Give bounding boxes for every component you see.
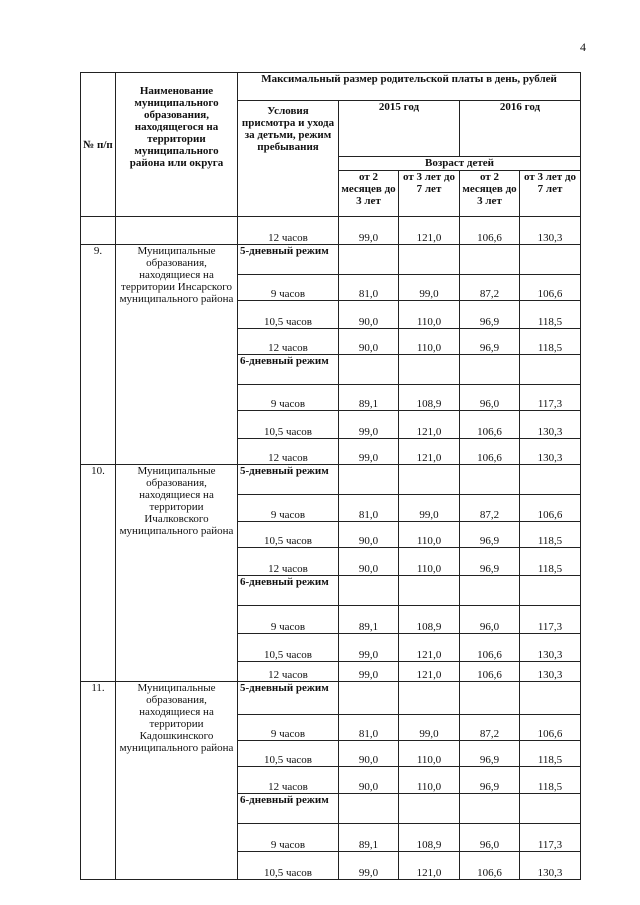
value-cell: 118,5 xyxy=(520,522,581,548)
value-cell: 96,9 xyxy=(460,522,520,548)
value-cell: 117,3 xyxy=(520,385,581,411)
empty-cell xyxy=(339,682,399,715)
empty-cell xyxy=(460,576,520,606)
value-cell: 90,0 xyxy=(339,741,399,767)
value-cell: 96,0 xyxy=(460,606,520,634)
condition-cell: 9 часов xyxy=(238,385,339,411)
mode-cell: 6-дневный режим xyxy=(238,794,339,824)
value-cell: 96,9 xyxy=(460,767,520,794)
empty-cell xyxy=(399,576,460,606)
condition-cell: 9 часов xyxy=(238,275,339,301)
value-cell: 110,0 xyxy=(399,329,460,355)
value-cell: 108,9 xyxy=(399,824,460,852)
mode-row xyxy=(81,245,581,275)
value-cell: 106,6 xyxy=(460,411,520,439)
condition-cell: 9 часов xyxy=(238,715,339,741)
empty-cell xyxy=(399,682,460,715)
age-col-1: от 2 месяцев до 3 лет xyxy=(339,171,399,217)
condition-cell: 12 часов xyxy=(238,217,339,245)
value-cell: 99,0 xyxy=(339,217,399,245)
value-cell: 89,1 xyxy=(339,606,399,634)
empty-cell xyxy=(460,682,520,715)
value-cell: 99,0 xyxy=(339,852,399,880)
value-cell: 96,0 xyxy=(460,385,520,411)
value-cell: 81,0 xyxy=(339,715,399,741)
value-cell: 130,3 xyxy=(520,852,581,880)
mode-cell: 5-дневный режим xyxy=(238,682,339,715)
empty-cell xyxy=(460,355,520,385)
value-cell: 99,0 xyxy=(399,715,460,741)
value-cell: 89,1 xyxy=(339,824,399,852)
value-cell: 89,1 xyxy=(339,385,399,411)
municipality-name: Муниципальные образования, находящиеся на территории Ичалковского муниципального района xyxy=(116,465,238,682)
value-cell: 110,0 xyxy=(399,548,460,576)
empty-cell xyxy=(339,794,399,824)
row-number: 9. xyxy=(81,245,116,465)
condition-cell: 12 часов xyxy=(238,767,339,794)
value-cell: 106,6 xyxy=(460,634,520,662)
value-cell: 87,2 xyxy=(460,715,520,741)
condition-cell: 10,5 часов xyxy=(238,634,339,662)
mode-cell: 5-дневный режим xyxy=(238,465,339,495)
condition-cell: 12 часов xyxy=(238,662,339,682)
value-cell: 108,9 xyxy=(399,606,460,634)
value-cell: 121,0 xyxy=(399,852,460,880)
empty-cell xyxy=(520,682,581,715)
value-cell: 96,9 xyxy=(460,741,520,767)
condition-cell: 9 часов xyxy=(238,606,339,634)
mode-cell: 6-дневный режим xyxy=(238,355,339,385)
age-col-4: от 3 лет до 7 лет xyxy=(520,171,581,217)
value-cell: 99,0 xyxy=(399,495,460,522)
age-col-3: от 2 месяцев до 3 лет xyxy=(460,171,520,217)
col-no-header: № п/п xyxy=(81,73,116,217)
value-cell: 108,9 xyxy=(399,385,460,411)
value-cell: 121,0 xyxy=(399,217,460,245)
value-cell: 118,5 xyxy=(520,548,581,576)
value-cell: 130,3 xyxy=(520,634,581,662)
value-cell: 81,0 xyxy=(339,275,399,301)
value-cell: 118,5 xyxy=(520,329,581,355)
empty-cell xyxy=(399,794,460,824)
empty-cell xyxy=(520,794,581,824)
value-cell: 96,9 xyxy=(460,301,520,329)
year-2015-header: 2015 год xyxy=(339,101,460,157)
row-number: 10. xyxy=(81,465,116,682)
value-cell: 110,0 xyxy=(399,301,460,329)
condition-cell: 10,5 часов xyxy=(238,411,339,439)
condition-cell: 9 часов xyxy=(238,824,339,852)
mode-row xyxy=(81,465,581,495)
value-cell: 106,6 xyxy=(460,662,520,682)
value-cell: 106,6 xyxy=(520,495,581,522)
value-cell: 106,6 xyxy=(520,275,581,301)
empty-cell xyxy=(520,576,581,606)
value-cell: 130,3 xyxy=(520,439,581,465)
value-cell: 90,0 xyxy=(339,767,399,794)
mode-row xyxy=(81,682,581,715)
value-cell: 106,6 xyxy=(460,217,520,245)
value-cell: 121,0 xyxy=(399,439,460,465)
value-cell: 130,3 xyxy=(520,411,581,439)
value-cell: 121,0 xyxy=(399,634,460,662)
value-cell: 110,0 xyxy=(399,767,460,794)
year-2016-header: 2016 год xyxy=(460,101,581,157)
municipality-name: Муниципальные образования, находящиеся на территории Инсарского муниципального района xyxy=(116,245,238,465)
condition-cell: 10,5 часов xyxy=(238,852,339,880)
value-cell: 110,0 xyxy=(399,741,460,767)
condition-cell: 12 часов xyxy=(238,548,339,576)
condition-cell: 9 часов xyxy=(238,495,339,522)
empty-cell xyxy=(460,245,520,275)
empty-cell xyxy=(339,245,399,275)
value-cell: 130,3 xyxy=(520,662,581,682)
value-cell: 121,0 xyxy=(399,411,460,439)
row-number: 11. xyxy=(81,682,116,880)
value-cell: 87,2 xyxy=(460,495,520,522)
age-header: Возраст детей xyxy=(339,157,581,171)
municipality-name: Муниципальные образования, находящиеся на территории Кадошкинского муниципального района xyxy=(116,682,238,880)
condition-cell: 12 часов xyxy=(238,329,339,355)
value-cell: 87,2 xyxy=(460,275,520,301)
fee-table xyxy=(80,72,581,880)
empty-cell xyxy=(460,794,520,824)
empty-cell xyxy=(339,576,399,606)
value-cell: 130,3 xyxy=(520,217,581,245)
value-cell: 99,0 xyxy=(339,662,399,682)
value-cell: 81,0 xyxy=(339,495,399,522)
table-row xyxy=(81,217,581,245)
empty-cell xyxy=(520,465,581,495)
value-cell: 96,0 xyxy=(460,824,520,852)
col-max-header: Максимальный размер родительской платы в день, рублей xyxy=(238,73,581,101)
condition-cell: 12 часов xyxy=(238,439,339,465)
empty-cell xyxy=(520,245,581,275)
condition-cell: 10,5 часов xyxy=(238,301,339,329)
value-cell: 99,0 xyxy=(339,411,399,439)
mode-cell: 5-дневный режим xyxy=(238,245,339,275)
value-cell: 99,0 xyxy=(339,634,399,662)
empty-cell xyxy=(520,355,581,385)
value-cell: 121,0 xyxy=(399,662,460,682)
value-cell: 118,5 xyxy=(520,741,581,767)
value-cell: 90,0 xyxy=(339,548,399,576)
empty-cell xyxy=(399,465,460,495)
value-cell: 118,5 xyxy=(520,767,581,794)
value-cell: 90,0 xyxy=(339,522,399,548)
value-cell: 117,3 xyxy=(520,606,581,634)
empty-cell xyxy=(339,465,399,495)
value-cell: 90,0 xyxy=(339,301,399,329)
empty-cell xyxy=(460,465,520,495)
table-body xyxy=(81,217,581,880)
name-cell xyxy=(116,217,238,245)
value-cell: 96,9 xyxy=(460,329,520,355)
value-cell: 106,6 xyxy=(520,715,581,741)
value-cell: 110,0 xyxy=(399,522,460,548)
value-cell: 106,6 xyxy=(460,439,520,465)
value-cell: 118,5 xyxy=(520,301,581,329)
value-cell: 99,0 xyxy=(339,439,399,465)
age-col-2: от 3 лет до 7 лет xyxy=(399,171,460,217)
condition-cell: 10,5 часов xyxy=(238,741,339,767)
page-number: 4 xyxy=(580,40,586,54)
col-conditions-header: Условия присмотра и ухода за детьми, режим пребывания xyxy=(238,101,339,217)
value-cell: 90,0 xyxy=(339,329,399,355)
value-cell: 106,6 xyxy=(460,852,520,880)
value-cell: 99,0 xyxy=(399,275,460,301)
condition-cell: 10,5 часов xyxy=(238,522,339,548)
value-cell: 96,9 xyxy=(460,548,520,576)
empty-cell xyxy=(399,355,460,385)
mode-cell: 6-дневный режим xyxy=(238,576,339,606)
value-cell: 117,3 xyxy=(520,824,581,852)
col-name-header: Наименование муниципального образования, находящегося на территории муниципального района или округа xyxy=(116,73,238,217)
no-cell xyxy=(81,217,116,245)
empty-cell xyxy=(339,355,399,385)
empty-cell xyxy=(399,245,460,275)
